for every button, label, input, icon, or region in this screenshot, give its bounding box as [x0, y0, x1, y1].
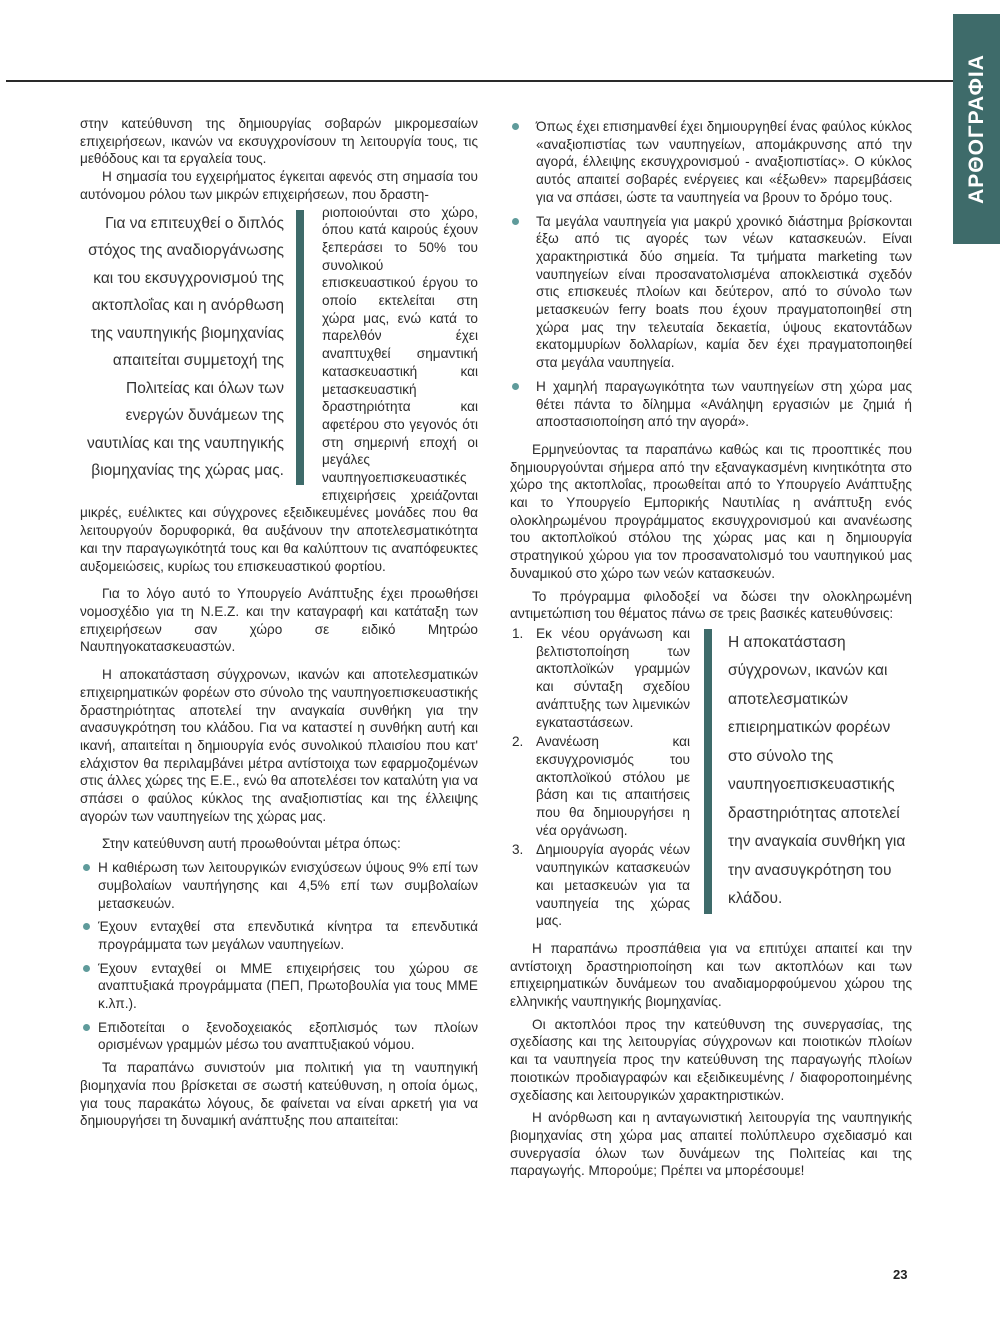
bullet-dot-icon	[512, 383, 519, 390]
bullet-dot-icon	[83, 923, 90, 930]
bullet-dot-icon	[83, 965, 90, 972]
right-bullet-item	[510, 118, 912, 207]
left-bullet-text: Επιδοτείται ο ξενοδοχειακός εξοπλισμός των πλοίων ορισμένων γραμμών μέσω του αναπτυξιακού νόμου.	[98, 1019, 478, 1053]
right-paragraph-4: Οι ακτοπλόοι προς την κατεύθυνση της συνεργασίας, της σχεδίασης και της λειτουργίας σύγχρονων και ποιοτικών πλοίων και τα ναυπηγεία προς την κατεύθυνση της παραγωγής πλοίων ποιοτικών προδιαγραφών και εξειδικευμένης / διαφοροποιημένης σχεδίασης και λειτουργικών χαρακτηριστικών.	[510, 1016, 912, 1103]
left-paragraph-6: Τα παραπάνω συνιστούν μια πολιτική για τη ναυπηγική βιομηχανία που βρίσκεται σε σωστή κατεύθυνση, η οποία όμως, για τους παρακάτω λόγους, δε φαίνεται να είναι αρκετή για να δημιουργήσει τη δυναμική ανάπτυξης που απαιτείται:	[80, 1060, 478, 1129]
left-paragraph-2-rest: ριοποιούνται στο χώρο, όπου κατά καιρούς έχουν ξεπεράσει το 50% του συνολικού επισκευαστικού έργου το οποίο εκτελείται στη χώρα μας, ενώ κατά το παρελθόν έχει αναπτυχθεί σημαντική κατασκευαστική και μετασκευαστική δραστηριότητα και αφετέρου στο γεγονός ότι στη σημερινή εποχή οι μεγάλες ναυπηγοεπισκευαστικές επιχειρήσεις χρειάζονται μικρές, ευέλικτες και σύγχρονες εξειδικευμένες μονάδες που θα λειτουργούν δορυφορικά, θα αυξάνουν την αποτελεσματικότητα και την παραγωγικότητά τους και θα καλύπτουν τις αναπόφευκτες αυξομειώσεις, κυρίως του επισκευαστικού φορτίου.	[80, 204, 478, 574]
right-paragraph-3: Η παραπάνω προσπάθεια για να επιτύχει απαιτεί και την αντίστοιχη δραστηριοποίηση και των ακτοπλόων και των επιχειρηματικών δυνάμεων του αναδιαμορφούμενου χώρου της ελληνικής ναυπηγικής βιομηχανίας.	[510, 940, 912, 1010]
top-rule	[6, 80, 953, 82]
numbered-item-number: 1.	[512, 625, 524, 641]
bullet-dot-icon	[83, 1024, 90, 1031]
left-paragraph-4: Η αποκατάσταση σύγχρονων, ικανών και αποτελεσματικών επιχειρηματικών φορέων στο σύνολο της ναυπηγοεπισκευαστικής δραστηριότητας αποτελεί την αναγκαία συνθήκη για την ανασυγκρότηση του κλάδου. Για να καταστεί η συνθήκη αυτή και ικανή, απαιτείται η δημιουργία ενός συνολικού πλαισίου που κατ' ελάχιστον θα περιλαμβάνει μέτρα αντίστοιχα των εφαρμοζομένων στις άλλες χώρες της Ε.Ε., ενώ θα αποτελέσει τον καταλύτη για να σπάσει ο φαύλος κύκλος της αναξιοπιστίας και της έλλειψης αγορών των ναυπηγείων της χώρας μας.	[80, 667, 478, 824]
left-bullet-text: Έχουν ενταχθεί στα επενδυτικά κίνητρα τα επενδυτικά προγράμματα των μεγάλων ναυπηγείων.	[98, 919, 478, 952]
left-paragraph-1: στην κατεύθυνση της δημιουργίας σοβαρών μικρομεσαίων επιχειρήσεων, ικανών να εκσυγχρονίσουν τη λειτουργία τους, τις μεθόδους και τα εργαλεία τους.	[80, 116, 478, 167]
right-paragraph-5: Η ανόρθωση και η ανταγωνιστική λειτουργία της ναυπηγικής βιομηχανίας στη χώρα μας απαιτεί πολύπλευρο σχεδιασμό και συνεργασία όλων των δυνάμεων της Πολιτείας και της παραγωγής. Μπορούμε; Πρέπει να μπορέσουμε!	[510, 1110, 912, 1179]
left-bullet-item	[80, 859, 478, 912]
numbered-item-number: 2.	[512, 734, 524, 750]
left-bullet-item	[80, 960, 478, 1013]
numbered-item	[510, 733, 912, 839]
section-tab-label: ΑΡΘΟΓΡΑΦΙΑ	[964, 54, 988, 204]
left-bullet-item	[80, 1019, 478, 1054]
pull-quote-left: Για να επιτευχθεί ο διπλός στόχος της αναδιοργάνωσης και του εκσυγχρονισμού της ακτοπλοΐας και η ανόρθωση της ναυπηγικής βιομηχανίας απαιτείται συμμετοχή της Πολιτείας και όλων των ενεργών δυνάμεων της ναυτιλίας και της ναυπηγικής βιομηχανίας της χώρας μας.	[80, 210, 304, 485]
right-bullet-text: Όπως έχει επισημανθεί έχει δημιουργηθεί ένας φαύλος κύκλος «αναξιοπιστίας των ναυπηγείων, απομάκρυνσης από την αγορά, έλλειψης εκσυγχρονισμού - αναξιοπιστίας». Ο κύκλος αυτός απαιτεί σοβαρές ενέργειες και «έξωθεν» παρεμβάσεις για να σπάσει, ώστε τα ναυπηγεία να βρουν το δρόμο τους.	[536, 119, 912, 205]
right-paragraph-2: Το πρόγραμμα φιλοδοξεί να δώσει την ολοκληρωμένη αντιμετώπιση του θέματος πάνω σε τρεις βασικές κατευθύνσεις:	[510, 588, 912, 622]
numbered-item-text: Δημιουργία αγοράς νέων ναυπηγικών κατασκευών και μετασκευών για τα ναυπηγεία της χώρας μας.	[536, 842, 690, 929]
left-paragraph-5: Στην κατεύθυνση αυτή προωθούνται μέτρα όπως:	[102, 836, 401, 852]
left-paragraph-3: Για το λόγο αυτό το Υπουργείο Ανάπτυξης έχει προωθήσει νομοσχέδιο για τη Ν.Ε.Ζ. και την καταγραφή και κατάταξη των επιχειρήσεων σαν χώρο σε ειδικό Μητρώο Ναυπηγοκατασκευαστών.	[80, 586, 478, 655]
right-column	[510, 118, 912, 1180]
numbered-item-number: 3.	[512, 842, 524, 858]
numbered-item	[510, 625, 912, 731]
numbered-item-text: Ανανέωση και εκσυγχρονισμός του ακτοπλοϊκού στόλου με βάση και τις απαιτήσεις που θα δημιουργήσει η νέα οργάνωση.	[536, 734, 690, 838]
left-bullet-text: Η καθιέρωση των λειτουργικών ενισχύσεων ύψους 9% επί των συμβολαίων ναυπήγησης και 4,5% επί των συμβολαίων μετασκευών.	[98, 860, 478, 911]
right-bullet-text: Τα μεγάλα ναυπηγεία για μακρύ χρονικό διάστημα βρίσκονται έξω από τις αγορές των νέων κατασκευών. Είναι χαρακτηριστικά δύο σημεία. Τα τμήματα marketing των ναυπηγείων είναι προσανατολισμένα αποκλειστικά σχεδόν στις επισκευές πλοίων και δεύτερον, από το σύνολο των μετασκευών ferry boats που έχουν πραγματοποιηθεί στη χώρα μας την τελευταία δεκαετία, ύψους εκατοντάδων εκατομμυρίων δολλαρίων, καμία δεν έχει πραγματοποιηθεί στα μεγάλα ναυπηγεία.	[536, 213, 912, 371]
bullet-dot-icon	[512, 218, 519, 225]
left-column	[80, 115, 478, 1130]
right-bullet-item	[510, 213, 912, 372]
section-tab	[953, 14, 1000, 244]
right-bullet-text: Η χαμηλή παραγωγικότητα των ναυπηγείων στη χώρα μας θέτει πάντα το δίλημμα «Ανάληψη εργασιών με ζημιά ή αποστασιοποίηση από την αγορά».	[536, 378, 912, 430]
numbered-item	[510, 841, 912, 930]
right-bullet-item	[510, 378, 912, 431]
page-number: 23	[893, 1267, 908, 1282]
right-paragraph-1: Ερμηνεύοντας τα παραπάνω καθώς και τις προοπτικές που δημιουργούνται σήμερα από την εξαναγκασμένη κινητικότητα στο χώρο της ακτοπλοΐας, προωθείται από το Υπουργείο Ανάπτυξης και το Υπουργείο Εμπορικής Ναυτιλίας η ανάπτυξη ενός ολοκληρωμένου προγράμματος εκσυγχρονισμού και ανανέωσης του ακτοπλοϊκού στόλου της χώρας μας και η δημιουργία στρατηγικού χώρου για τον προσανατολισμό του ναυπηγικού μας δυναμικού στο χώρο των νεών κατασκευών.	[510, 441, 912, 581]
left-bullet-item	[80, 918, 478, 953]
pull-quote-right: Η αποκατάσταση σύγχρονων, ικανών και αποτελεσματικών επιειρηματικών φορέων στο σύνολο της ναυπηγοεπισκευαστικής δραστηριότητας αποτελεί την αναγκαία συνθήκη για την ανασυγκρότηση του κλάδου.	[704, 629, 908, 914]
left-bullet-text: Έχουν ενταχθεί οι ΜΜΕ επιχειρήσεις του χώρου σε αναπτυξιακά προγράμματα (ΠΕΠ, Πρωτοβουλία για τους ΜΜΕ κ.λπ.).	[98, 960, 478, 1012]
left-paragraph-2-intro: Η σημασία του εγχειρήματος έγκειται αφενός στη σημασία του αυτόνομου ρόλου των μικρών επιχειρήσεων, που δραστη-	[80, 169, 478, 202]
bullet-dot-icon	[83, 864, 90, 871]
numbered-item-text: Εκ νέου οργάνωση και βελτιστοποίηση των ακτοπλοϊκών γραμμών και σύνταξη σχεδίου ανάπτυξης των λιμενικών εγκαταστάσεων.	[536, 625, 690, 730]
bullet-dot-icon	[512, 123, 519, 130]
